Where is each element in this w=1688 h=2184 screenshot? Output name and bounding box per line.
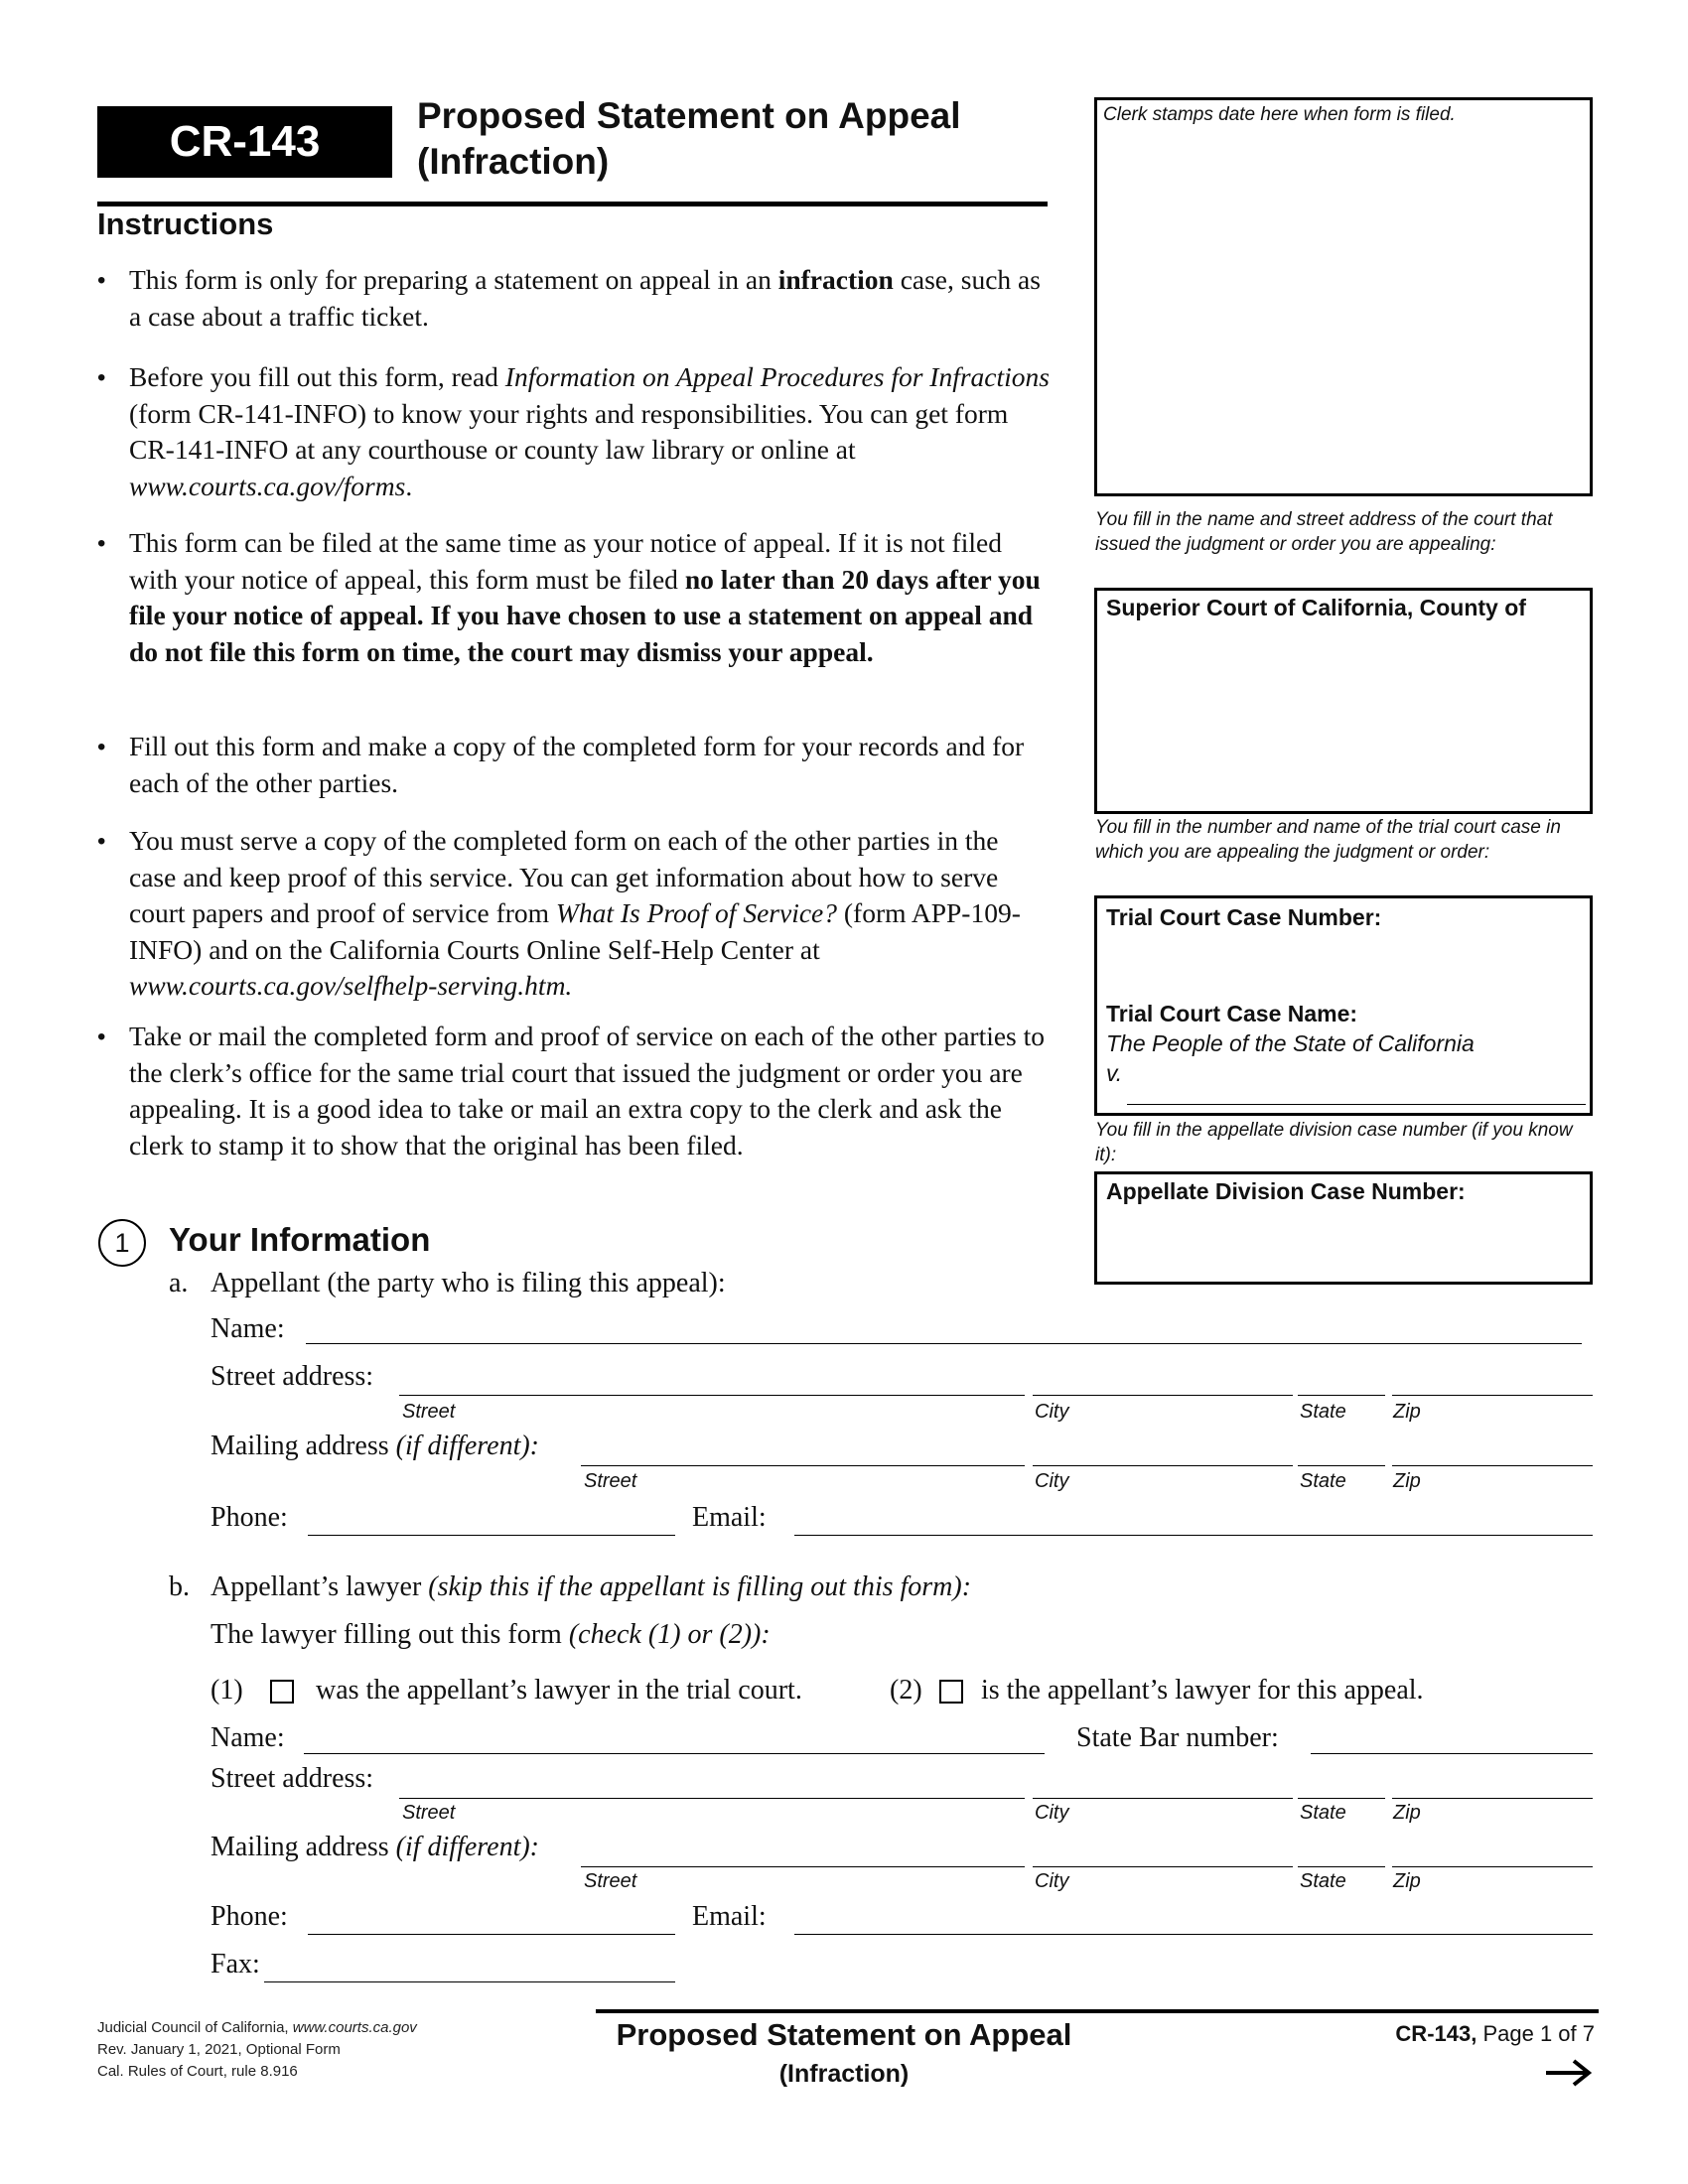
sublabel-city: City [1035, 1470, 1069, 1492]
appellant-zip-field[interactable] [1392, 1395, 1593, 1396]
lawyer-phone-label: Phone: [211, 1901, 288, 1932]
footer-rule-citation: Cal. Rules of Court, rule 8.916 [97, 2063, 298, 2080]
option-1-label: was the appellant’s lawyer in the trial court. [316, 1675, 802, 1706]
appellate-caption: You fill in the appellate division case number (if you know it): [1095, 1120, 1573, 1165]
lawyer-name-label: Name: [211, 1722, 285, 1753]
bullet-icon: • [97, 1024, 106, 1050]
case-caption: You fill in the number and name of the trial court case in which you are appealing the judgment or order: [1095, 817, 1561, 863]
lawyer-mailing-label: Mailing address (if different): [211, 1832, 540, 1862]
lawyer-street-field[interactable] [399, 1798, 1025, 1799]
instruction-item-3: • This form can be filed at the same time as your notice of appeal. If it is not filed with your notice of appeal, this form must be filed no later than 20 days after you file your notice of appeal. If you have chosen to use a statement on appeal and do not file this form on time, the court may dismiss your appeal. [97, 525, 1051, 670]
instruction-item-2: • Before you fill out this form, read Information on Appeal Procedures for Infractions (form CR-141-INFO) to know your rights and responsibilities. You can get form CR-141-INFO at any courthouse or county law library or online at www.courts.ca.gov/forms. [97, 359, 1051, 504]
lawyer-fax-field[interactable] [264, 1981, 675, 1982]
case-name-versus: v. [1106, 1060, 1123, 1086]
sublabel-zip: Zip [1393, 1470, 1421, 1492]
instruction-item-6: • Take or mail the completed form and proof of service on each of the other parties to the clerk’s office for the same trial court that issued the judgment or order you are appealing. It is a good idea to take or mail an extra copy to the clerk and ask the clerk to stamp it to show that the original has been filed. [97, 1019, 1051, 1163]
appellant-name-label: Name: [211, 1313, 285, 1344]
lawyer-mailing-zip-field[interactable] [1392, 1866, 1593, 1867]
lawyer-city-field[interactable] [1033, 1798, 1293, 1799]
clerk-stamp-box [1094, 97, 1593, 496]
appellant-phone-field[interactable] [308, 1535, 675, 1536]
sublabel-street: Street [402, 1401, 456, 1423]
sublabel-state: State [1300, 1802, 1346, 1824]
sublabel-city: City [1035, 1802, 1069, 1824]
item-b-letter: b. [169, 1571, 190, 1602]
lawyer-email-label: Email: [692, 1901, 767, 1932]
section-number-badge: 1 [98, 1219, 146, 1267]
trial-lawyer-checkbox[interactable] [270, 1680, 294, 1704]
footer-revision: Rev. January 1, 2021, Optional Form [97, 2041, 341, 2058]
appellant-mailing-street-field[interactable] [581, 1465, 1025, 1466]
bullet-icon: • [97, 734, 106, 760]
sublabel-city: City [1035, 1401, 1069, 1423]
appellant-state-field[interactable] [1298, 1395, 1385, 1396]
lawyer-state-field[interactable] [1298, 1798, 1385, 1799]
lawyer-zip-field[interactable] [1392, 1798, 1593, 1799]
instruction-item-4: • Fill out this form and make a copy of the completed form for your records and for each of the other parties. [97, 729, 1051, 801]
footer-divider [596, 2009, 1599, 2013]
sublabel-state: State [1300, 1401, 1346, 1423]
sublabel-zip: Zip [1393, 1401, 1421, 1423]
footer-council: Judicial Council of California, www.courts.ca.gov [97, 2019, 417, 2036]
appellant-mailing-label: Mailing address (if different): [211, 1431, 540, 1461]
appellant-mailing-state-field[interactable] [1298, 1465, 1385, 1466]
court-name-label: Superior Court of California, County of [1106, 595, 1526, 620]
page-indicator: CR-143, Page 1 of 7 [1395, 2021, 1595, 2046]
sublabel-zip: Zip [1393, 1802, 1421, 1824]
bullet-icon: • [97, 530, 106, 557]
next-arrow-icon[interactable] [1544, 2058, 1592, 2088]
state-bar-label: State Bar number: [1076, 1722, 1279, 1753]
appellant-mailing-city-field[interactable] [1033, 1465, 1293, 1466]
footer-title: Proposed Statement on Appeal [616, 2017, 1072, 2052]
trial-case-box [1094, 895, 1593, 1116]
sublabel-street: Street [584, 1470, 637, 1492]
appellate-case-number-label: Appellate Division Case Number: [1106, 1178, 1466, 1204]
footer-subtitle: (Infraction) [778, 2060, 910, 2088]
lawyer-name-field[interactable] [304, 1753, 1045, 1754]
appellant-mailing-zip-field[interactable] [1392, 1465, 1593, 1466]
lawyer-mailing-street-field[interactable] [581, 1866, 1025, 1867]
item-a-letter: a. [169, 1268, 189, 1298]
option-2-number: (2) [890, 1675, 922, 1706]
form-title-line1: Proposed Statement on Appeal [417, 95, 961, 136]
sublabel-street: Street [584, 1870, 637, 1892]
appellant-street-field[interactable] [399, 1395, 1025, 1396]
sublabel-state: State [1300, 1470, 1346, 1492]
lawyer-section-label: Appellant’s lawyer (skip this if the appellant is filling out this form): [211, 1571, 972, 1602]
lawyer-check-intro: The lawyer filling out this form (check (1) or (2)): [211, 1619, 771, 1650]
case-name-label: Trial Court Case Name: [1106, 1001, 1358, 1026]
bullet-icon: • [97, 828, 106, 855]
case-name-field[interactable] [1127, 1104, 1586, 1105]
appellant-email-label: Email: [692, 1502, 767, 1533]
form-id-badge: CR-143 [97, 106, 392, 178]
lawyer-street-label: Street address: [211, 1763, 374, 1794]
courts-link[interactable]: www.courts.ca.gov [292, 2019, 417, 2036]
instructions-heading: Instructions [97, 206, 274, 241]
appellant-email-field[interactable] [794, 1535, 1593, 1536]
court-caption: You fill in the name and street address of the court that issued the judgment or order you are appealing: [1095, 509, 1553, 555]
sublabel-zip: Zip [1393, 1870, 1421, 1892]
bullet-icon: • [97, 364, 106, 391]
case-name-value: The People of the State of California [1106, 1030, 1475, 1056]
lawyer-email-field[interactable] [794, 1934, 1593, 1935]
lawyer-phone-field[interactable] [308, 1934, 675, 1935]
sublabel-state: State [1300, 1870, 1346, 1892]
appeal-lawyer-checkbox[interactable] [939, 1680, 963, 1704]
instruction-item-5: • You must serve a copy of the completed form on each of the other parties in the case and keep proof of this service. You can get information about how to serve court papers and proof of service from What Is Proof of Service? (form APP-109-INFO) and on the California Courts Online Self-Help Center at www.courts.ca.gov/selfhelp-serving.htm. [97, 823, 1051, 1005]
appellant-label: Appellant (the party who is filing this appeal): [211, 1268, 726, 1298]
court-name-field[interactable] [1094, 588, 1593, 814]
appellate-case-number-field[interactable] [1094, 1171, 1593, 1285]
section-title: Your Information [169, 1221, 431, 1258]
appellant-phone-label: Phone: [211, 1502, 288, 1533]
sublabel-street: Street [402, 1802, 456, 1824]
appellant-name-field[interactable] [306, 1343, 1582, 1344]
appellant-city-field[interactable] [1033, 1395, 1293, 1396]
option-2-label: is the appellant’s lawyer for this appeal. [981, 1675, 1424, 1706]
form-title [417, 93, 1013, 185]
lawyer-mailing-city-field[interactable] [1033, 1866, 1293, 1867]
instruction-item-1: • This form is only for preparing a statement on appeal in an infraction case, such as a case about a traffic ticket. [97, 262, 1051, 335]
self-help-link[interactable]: www.courts.ca.gov/selfhelp-serving.htm. [129, 970, 573, 1001]
lawyer-fax-label: Fax: [211, 1949, 260, 1979]
appellant-street-label: Street address: [211, 1361, 374, 1392]
lawyer-mailing-state-field[interactable] [1298, 1866, 1385, 1867]
case-number-label: Trial Court Case Number: [1106, 904, 1382, 930]
form-title-line2: (Infraction) [417, 141, 610, 182]
sublabel-city: City [1035, 1870, 1069, 1892]
state-bar-field[interactable] [1311, 1753, 1593, 1754]
bullet-icon: • [97, 267, 106, 294]
forms-link[interactable]: www.courts.ca.gov/forms [129, 470, 406, 501]
option-1-number: (1) [211, 1675, 243, 1706]
clerk-stamp-caption: Clerk stamps date here when form is filed. [1103, 104, 1456, 125]
